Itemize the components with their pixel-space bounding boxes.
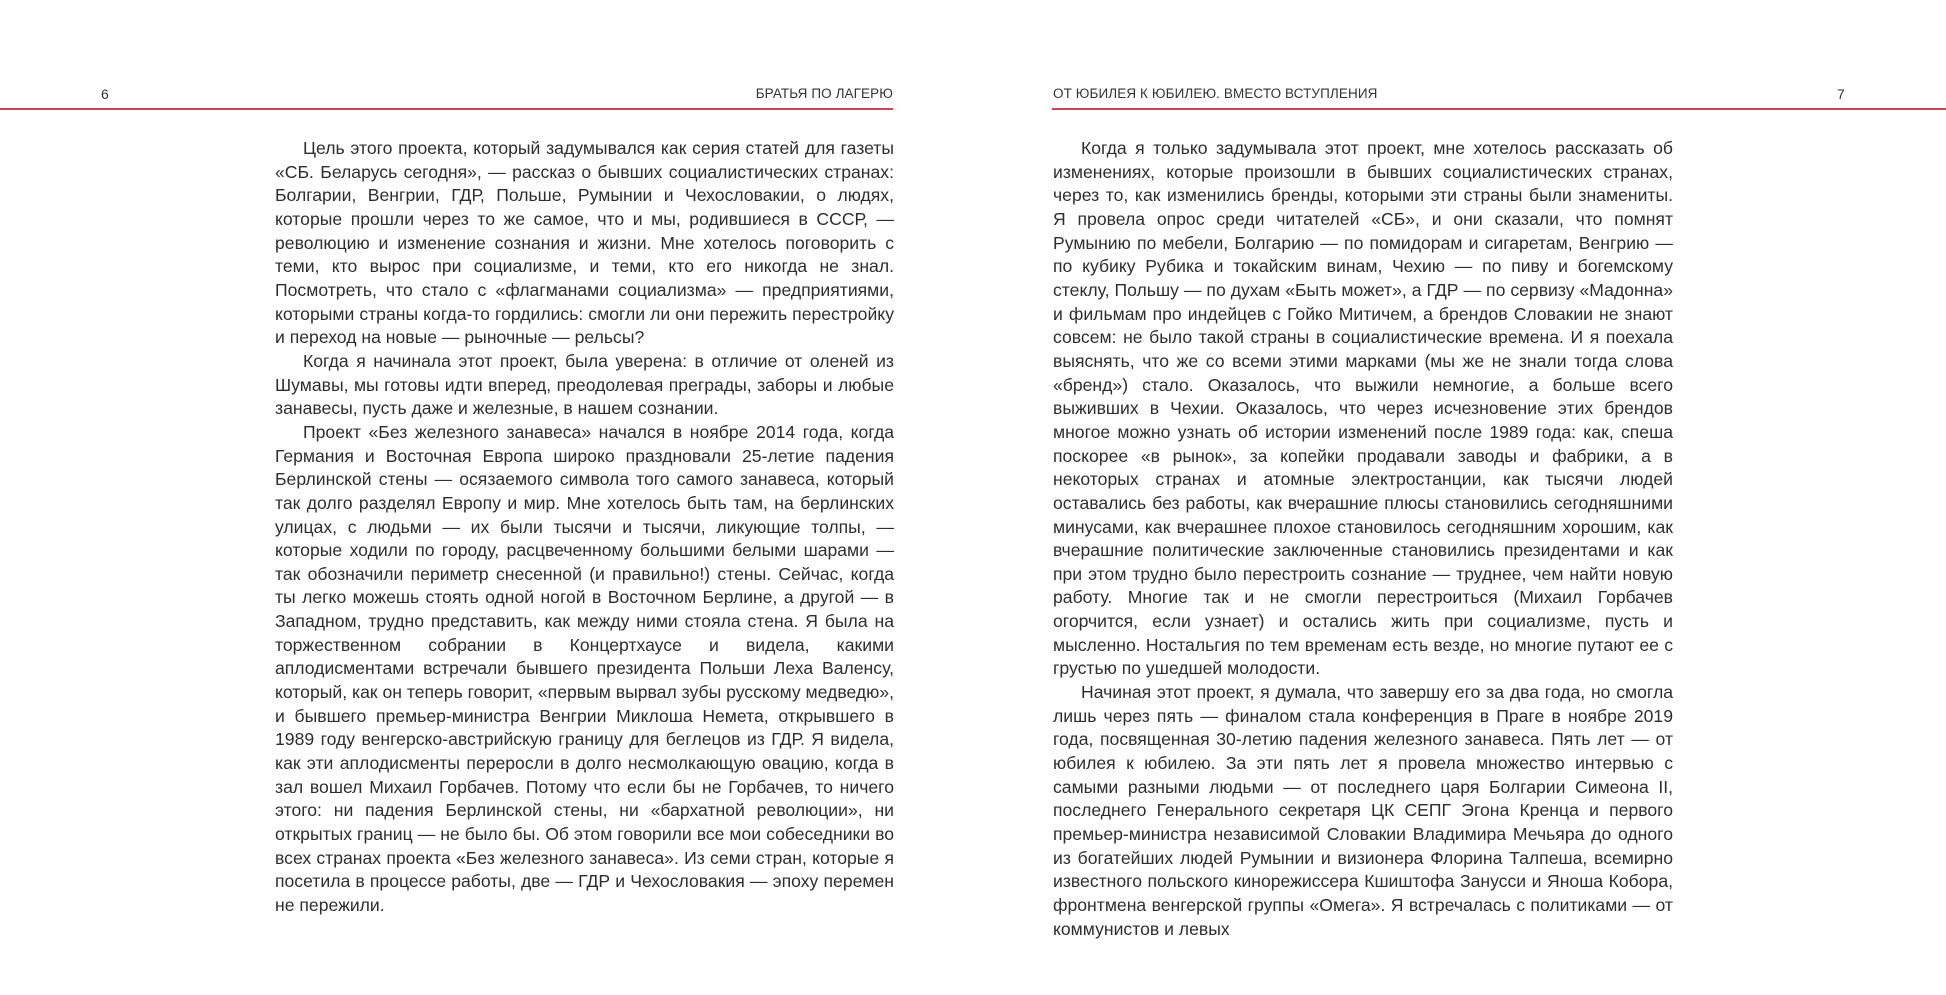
header-rule-left: [0, 108, 893, 110]
page-number-left: 6: [101, 86, 109, 102]
paragraph: Начиная этот проект, я думала, что завершу его за два года, но смогла лишь через пять — финалом стала конференция в Праге в ноябре 2019 года, посвященная 30-летию падения железного занавеса. Пять лет — от юбилея к юбилею. За эти пять лет я провела множество интервью с самыми разными людьми — от последнего царя Болгарии Симеона II, последнего Генерального секретаря ЦК СЕПГ Эгона Кренца и первого премьер-министра независимой Словакии Владимира Мечьяра до одного из богатейших людей Румынии и визионера Флорина Талпеша, всемирно известного польского кинорежиссера Кшиштофа Занусси и Яноша Кобора, фронтмена венгерской группы «Омега». Я встречалась с политиками — от коммунистов и левых: [1053, 682, 1673, 939]
page-number-right: 7: [1837, 86, 1845, 102]
body-text-left: [275, 137, 894, 918]
right-page: [973, 0, 1946, 995]
body-text-right: [1053, 137, 1673, 941]
running-head-left: БРАТЬЯ ПО ЛАГЕРЮ: [755, 86, 893, 101]
header-rule-right: [1052, 108, 1946, 110]
paragraph: Цель этого проекта, который задумывался как серия статей для газеты «СБ. Беларусь сегодня», — рассказ о бывших социалистических странах: Болгарии, Венгрии, ГДР, Польше, Румынии и Чехословакии, о людях, которые прошли через то же самое, что и мы, родившиеся в СССР, — революцию и изменение сознания и жизни. Мне хотелось поговорить с теми, кто вырос при социализме, и теми, кто его никогда не знал. Посмотреть, что стало с «флагманами социализма» — предприятиями, которыми страны когда-то гордились: смогли ли они пережить перестройку и переход на новые — рыночные — рельсы?: [275, 138, 894, 348]
running-head-right: ОТ ЮБИЛЕЯ К ЮБИЛЕЮ. ВМЕСТО ВСТУПЛЕНИЯ: [1053, 86, 1378, 101]
paragraph: Когда я начинала этот проект, была уверена: в отличие от оленей из Шумавы, мы готовы идти вперед, преодолевая преграды, заборы и любые занавесы, пусть даже и железные, в нашем сознании.: [275, 350, 894, 419]
paragraph: Когда я только задумывала этот проект, мне хотелось рассказать об изменениях, которые произошли в бывших социалистических странах, через то, как изменились бренды, которыми эти страны были знамениты. Я провела опрос среди читателей «СБ», и они сказали, что помнят Румынию по мебели, Болгарию — по помидорам и сигаретам, Венгрию — по кубику Рубика и токайским винам, Чехию — по пиву и богемскому стеклу, Польшу — по духам «Быть может», а ГДР — по сервизу «Мадонна» и фильмам про индейцев с Гойко Митичем, а брендов Словакии не знают совсем: не было такой страны в социалистические времена. И я поехала выяснять, что же со всеми этими марками (мы же не знали тогда слова «бренд») стало. Оказалось, что выжили немногие, а больше всего выживших в Чехии. Оказалось, что через исчезновение этих брендов многое можно узнать об истории изменений после 1989 года: как, спеша поскорее «в рынок», за копейки продавали заводы и фабрики, а в некоторых странах и атомные электростанции, как тысячи людей оставались без работы, как вчерашние плюсы становились сегодняшними минусами, как вчерашнее плохое становилось сегодняшним хорошим, как вчерашние политические заключенные становились президентами и как при этом трудно было перестроить сознание — труднее, чем найти новую работу. Многие так и не смогли перестроиться (Михаил Горбачев огорчится, если узнает) и остались жить при социализме, пусть и мысленно. Ностальгия по тем временам есть везде, но многие путают ее с грустью по ушедшей молодости.: [1053, 138, 1673, 679]
paragraph: Проект «Без железного занавеса» начался в ноябре 2014 года, когда Германия и Восточная Европа широко праздновали 25-летие падения Берлинской стены — осязаемого символа того самого занавеса, который так долго разделял Европу и мир. Мне хотелось быть там, на берлинских улицах, с людьми — их были тысячи и тысячи, ликующие толпы, — которые ходили по городу, расцвеченному большими белыми шарами — так обозначили периметр снесенной (и правильно!) стены. Сейчас, когда ты легко можешь стоять одной ногой в Восточном Берлине, а другой — в Западном, трудно представить, как между ними стояла стена. Я была на торжественном собрании в Концертхаусе и видела, какими аплодисментами встречали бывшего президента Польши Леха Валенсу, который, как он теперь говорит, «первым вырвал зубы русскому медведю», и бывшего премьер-министра Венгрии Миклоша Немета, открывшего в 1989 году венгерско-австрийскую границу для беглецов из ГДР. Я видела, как эти аплодисменты переросли в долго несмолкающую овацию, когда в зал вошел Михаил Горбачев. Потому что если бы не Горбачев, то ничего этого: ни падения Берлинской стены, ни «бархатной революции», ни открытых границ — не было бы. Об этом говорили все мои собеседники во всех странах проекта «Без железного занавеса». Из семи стран, которые я посетила в процессе работы, две — ГДР и Чехословакия — эпоху перемен не пережили.: [275, 421, 894, 915]
